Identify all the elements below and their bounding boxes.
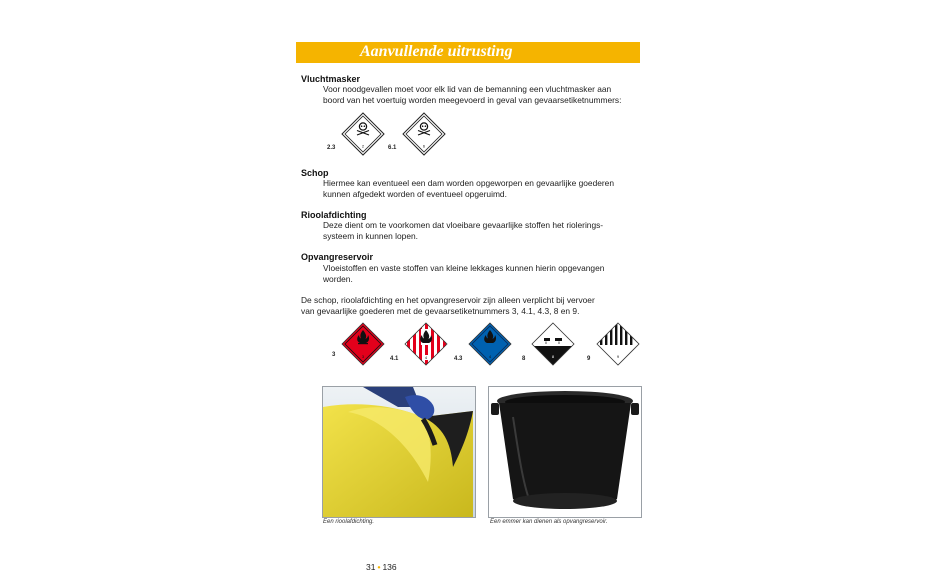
- paragraph-rioolafdichting: Deze dient om te voorkomen dat vloeibare gevaarlijke stoffen het riolerings- systeem in kunnen lopen.: [323, 220, 604, 241]
- label-number-9: 9: [587, 356, 591, 362]
- page-title: Aanvullende uitrusting: [360, 43, 513, 60]
- paragraph-vluchtmasker: Voor noodgevallen moet voor elk lid van de bemanning een vluchtmasker aan boord van het voertuig worden meegevoerd in geval van gevaarsetiketnummers:: [323, 84, 622, 105]
- separator-dot: •: [377, 562, 381, 572]
- paragraph-opvangreservoir: Vloeistoffen en vaste stoffen van kleine lekkages kunnen hierin opgevangen worden.: [323, 263, 605, 284]
- heading-rioolafdichting: Rioolafdichting: [301, 210, 367, 220]
- caption-drain-seal: Een rioolafdichting.: [323, 519, 375, 525]
- section-banner: [296, 42, 640, 63]
- label-number-2-3: 2.3: [327, 145, 336, 151]
- svg-text:4: 4: [424, 355, 428, 360]
- label-number-8: 8: [522, 356, 526, 362]
- hazard-label-3: [341, 322, 385, 366]
- paragraph-note: De schop, rioolafdichting en het opvangreservoir zijn alleen verplicht bij vervoer van gevaarlijke goederen met de gevaarsetiketnummers 3, 4.1, 4.3, 8 en 9.: [301, 295, 595, 316]
- paragraph-schop: Hiermee kan eventueel een dam worden opgeworpen en gevaarlijke goederen kunnen afgedekt worden of eventueel opgeruimd.: [323, 178, 614, 199]
- hazard-label-4-3: [468, 322, 512, 366]
- hazard-label-6-1: [402, 112, 446, 156]
- hazard-label-2-3: [341, 112, 385, 156]
- svg-text:2: 2: [361, 143, 365, 149]
- caption-tub: Een emmer kan dienen als opvangreservoir.: [490, 519, 608, 525]
- hazard-label-8: [531, 322, 575, 366]
- page-number: 31 • 136: [366, 562, 397, 572]
- label-number-4-3: 4.3: [454, 356, 463, 362]
- heading-opvangreservoir: Opvangreservoir: [301, 252, 374, 262]
- svg-text:4: 4: [488, 354, 492, 359]
- label-number-4-1: 4.1: [390, 356, 399, 362]
- hazard-label-9: [596, 322, 640, 366]
- svg-text:6: 6: [422, 143, 426, 149]
- photo-tub: [488, 386, 642, 518]
- heading-vluchtmasker: Vluchtmasker: [301, 74, 361, 84]
- svg-text:9: 9: [616, 354, 620, 359]
- heading-schop: Schop: [301, 168, 329, 178]
- svg-text:8: 8: [551, 354, 555, 359]
- label-number-6-1: 6.1: [388, 145, 397, 151]
- photo-drain-seal: [322, 386, 476, 518]
- hazard-label-4-1: [404, 322, 448, 366]
- label-number-3: 3: [332, 352, 336, 358]
- svg-text:3: 3: [361, 354, 365, 359]
